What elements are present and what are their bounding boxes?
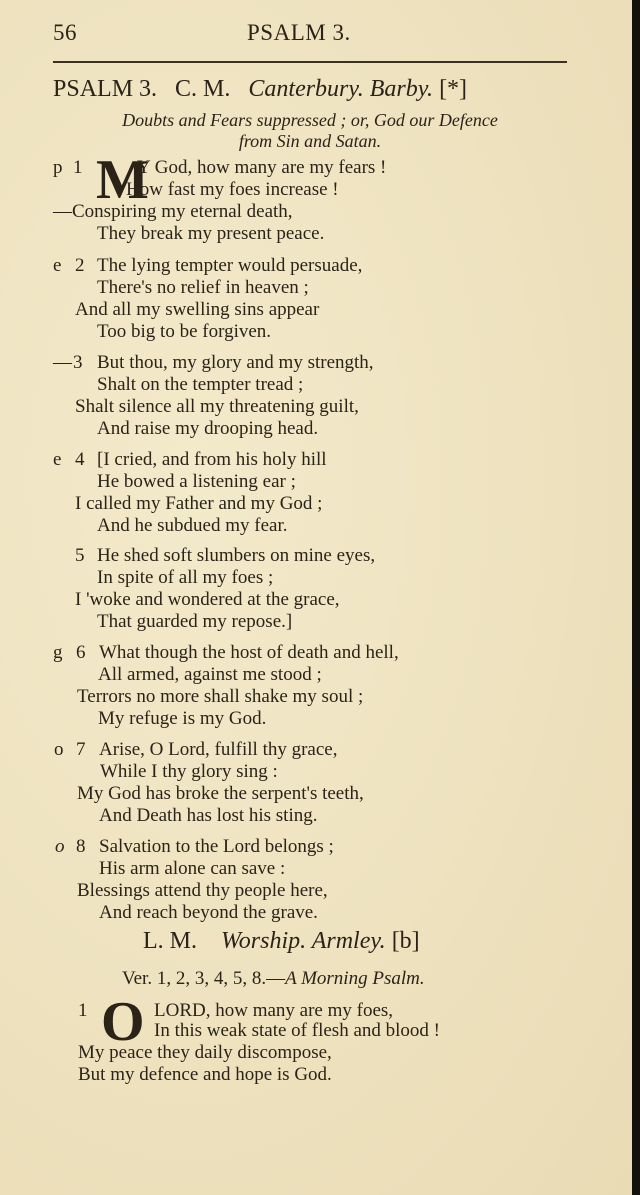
hymn-title	[53, 76, 467, 103]
verse-line: And Death has lost his sting.	[99, 805, 318, 826]
dynamic-mark: o	[54, 739, 64, 760]
verse-line: My refuge is my God.	[98, 708, 267, 729]
verse-line: How fast my foes increase !	[126, 179, 339, 200]
verse-line: I called my Father and my God ;	[75, 493, 323, 514]
page-number: 56	[53, 20, 77, 45]
stanza-number: 1	[73, 157, 83, 178]
verse-line: [I cried, and from his holy hill	[97, 449, 327, 470]
verse-line: Blessings attend thy people here,	[77, 880, 328, 901]
verse-line: The lying tempter would persuade,	[97, 255, 363, 276]
verse-line: He shed soft slumbers on mine eyes,	[97, 545, 376, 566]
tune-names: Worship. Armley.	[221, 928, 386, 954]
verse-line: But thou, my glory and my strength,	[97, 352, 374, 373]
verse-line: Shalt silence all my threatening guilt,	[75, 396, 359, 417]
verse-line: My God has broke the serpent's teeth,	[77, 783, 364, 804]
verse-line: They break my present peace.	[97, 223, 325, 244]
verse-line: All armed, against me stood ;	[98, 664, 322, 685]
meter: L. M.	[143, 928, 197, 954]
stanza-number: 6	[76, 642, 86, 663]
dynamic-mark: o	[55, 836, 65, 857]
header-rule	[53, 61, 567, 63]
verse-line: What though the host of death and hell,	[99, 642, 399, 663]
stanza-number: 5	[75, 545, 85, 566]
verse-line: And raise my drooping head.	[97, 418, 319, 439]
verse-selection	[122, 968, 425, 990]
stanza-number: 7	[76, 739, 86, 760]
verse-line: There's no relief in heaven ;	[97, 277, 309, 298]
verse-line: My peace they daily discompose,	[78, 1042, 332, 1063]
dynamic-mark: —	[53, 352, 72, 373]
mark: [b]	[391, 928, 420, 954]
verses-list: Ver. 1, 2, 3, 4, 5, 8.—	[122, 968, 286, 989]
verse-line: But my defence and hope is God.	[78, 1064, 332, 1085]
hymn-subtitle	[60, 110, 560, 152]
verse-line: And all my swelling sins appear	[75, 299, 320, 320]
stanza-number: 8	[76, 836, 86, 857]
stanza-number: 2	[75, 255, 85, 276]
dynamic-mark: e	[53, 449, 62, 470]
verse-line: Salvation to the Lord belongs ;	[99, 836, 334, 857]
stanza-number: 4	[75, 449, 85, 470]
page-edge	[632, 0, 640, 1195]
verse-line: —Conspiring my eternal death,	[53, 201, 293, 222]
verse-line: His arm alone can save :	[99, 858, 286, 879]
verses-title: A Morning Psalm.	[285, 968, 425, 989]
psalm-label: PSALM 3.	[53, 76, 158, 102]
verse-line: Arise, O Lord, fulfill thy grace,	[99, 739, 338, 760]
hymn2-title	[143, 928, 420, 955]
verse-line: In this weak state of flesh and blood !	[154, 1020, 440, 1041]
verse-line: Too big to be forgiven.	[97, 321, 272, 342]
verse-line: I 'woke and wondered at the grace,	[75, 589, 340, 610]
subtitle-line: Doubts and Fears suppressed ; or, God our Defence	[122, 110, 498, 130]
verse-line: While I thy glory sing :	[100, 761, 278, 782]
verse-line: He bowed a listening ear ;	[97, 471, 296, 492]
stanza-number: 1	[78, 1000, 88, 1021]
verse-line: In spite of all my foes ;	[97, 567, 274, 588]
verse-line: Terrors no more shall shake my soul ;	[77, 686, 364, 707]
drop-cap: M	[96, 149, 149, 211]
verse-line: That guarded my repose.]	[97, 611, 293, 632]
verse-line: And reach beyond the grave.	[99, 902, 318, 923]
dynamic-mark: p	[53, 157, 63, 178]
mark: [*]	[439, 76, 468, 102]
verse-line: Shalt on the tempter tread ;	[97, 374, 304, 395]
dynamic-mark: e	[53, 255, 62, 276]
verse-line: And he subdued my fear.	[97, 515, 288, 536]
verse-line: Y God, how many are my fears !	[137, 157, 387, 178]
stanza-number: 3	[73, 352, 83, 373]
drop-cap: O	[101, 991, 145, 1053]
tune-names: Canterbury. Barby.	[248, 76, 434, 102]
subtitle-line: from Sin and Satan.	[238, 131, 382, 151]
verse-line: LORD, how many are my foes,	[154, 1000, 394, 1021]
running-head: PSALM 3.	[247, 20, 351, 45]
dynamic-mark: g	[53, 642, 63, 663]
meter: C. M.	[175, 76, 231, 102]
